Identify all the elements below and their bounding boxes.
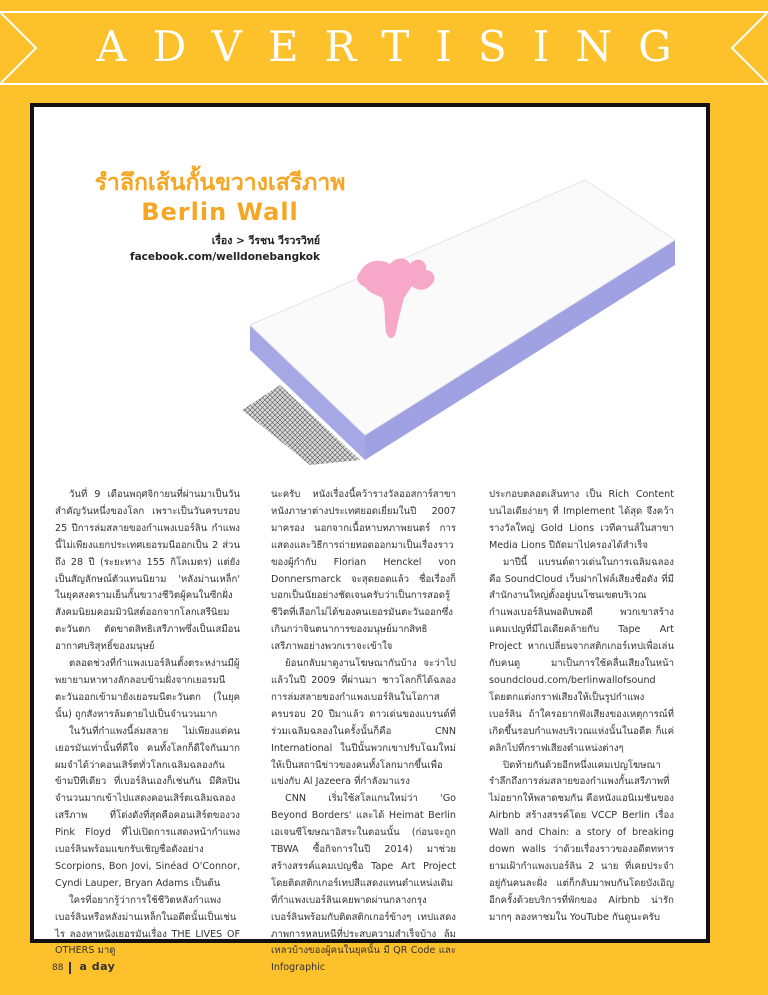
paragraph: วันที่ 9 เดือนพฤศจิกายนที่ผ่านมาเป็นวันสำคัญวันหนึ่งของโลก เพราะเป็นวันครบรอบ 25 ปีการล่มสลายของกำแพงเบอร์ลิน กำแพงนี้ไม่เพียงแยกประเทศเยอรมนีออกเป็น 2 ส่วนถึง 28 ปี (ระยะทาง 155 กิโลเมตร) แต่ยังเป็นสัญลักษณ์ตัวแทนนิยาม 'หลังม่านเหล็ก' ในยุคสงครามเย็นกั้นขวางชีวิตผู้คนในซีกฝั่งสังคมนิยมคอมมิวนิสต์ออกจากโลกเสรีนิยมตะวันตก ตัดขาดสิทธิเสรีภาพซึ่งเป็นเสมือนอากาศบริสุทธิ์ของมนุษย์ [55,489,240,653]
paragraph: ย้อนกลับมาดูงานโฆษณากันบ้าง จะว่าไปแล้วในปี 2009 ที่ผ่านมา ชาวโลกก็ได้ฉลองการล่มสลายของกำแพงเบอร์ลินในโอกาสครบรอบ 20 ปีมาแล้ว ดาวเด่นของแบรนด์ที่ร่วมเฉลิมฉลองในครั้งนั้นก็คือ CNN International ในปีนั้นพวกเขาปรับโฉมใหม่ให้เป็นสถานีข่าวของคนทั้งโลกมากขึ้นเพื่อแข่งกับ Al Jazeera ที่กำลังมาแรง [271,658,456,788]
magazine-brand: a day [79,960,116,973]
paragraph: ใครที่อยากรู้ว่าการใช้ชีวิตหลังกำแพงเบอร์ลินหรือหลังม่านเหล็กในอดีตนั้นเป็นเช่นไร ลองหาหนังเยอรมันเรื่อง THE LIVES OF OTHERS มาดู [55,894,240,957]
advertising-banner [0,0,768,98]
headline-english: Berlin Wall [141,197,299,226]
page-footer [52,960,115,974]
paragraph: ตลอดช่วงที่กำแพงเบอร์ลินตั้งตระหง่านมีผู้พยายามหาทางลักลอบข้ามฝั่งจากเยอรมนีตะวันออกเข้ามายังเยอรมนีตะวันตก (ในยุคนั้น) ถูกสังหารล้มตายไปเป็นจำนวนมาก [55,658,240,720]
page-number: 88 [52,963,64,973]
byline-author: เรื่อง > วีรชน วีรวรวิทย์ [211,235,320,247]
footer-divider [69,962,71,974]
berlin-wall-illustration [230,160,690,484]
byline-link[interactable]: facebook.com/welldonebangkok [130,251,320,264]
paragraph: มาปีนี้ แบรนด์ดาวเด่นในการเฉลิมฉลองคือ SoundCloud เว็บฝากไฟล์เสียงชื่อดัง ที่มีสำนักงานใหญ่ตั้งอยู่บนโซนเขตบริเวณกำแพงเบอร์ลินพอดิบพอดี พวกเขาสร้างแคมเปญที่มีไอเดียคล้ายกับ Tape Art Project หากเปลี่ยนจากสติกเกอร์เทปเพื่อเล่นกับคนดู มาเป็นการใช้คลื่นเสียงในหน้า soundcloud.com/berlinwallofsound โดยตกแต่งกราฟเสียงให้เป็นรูปกำแพงเบอร์ลิน ถ้าใครอยากฟังเสียงของเหตุการณ์ที่เกิดขึ้นรอบกำแพงบริเวณแห่งนั้นในอดีต ก็แค่คลิกไปที่กราฟเสียงตำแหน่งต่างๆ [489,556,674,754]
paragraph: นะครับ หนังเรื่องนี้คว้ารางวัลออสการ์สาขาหนังภาษาต่างประเทศยอดเยี่ยมในปี 2007 มาครอง นอกจากเนื้อหาบทภาพยนตร์ การแสดงและวิธีการถ่ายทอดออกมาเป็นเรื่องราวของผู้กำกับ Florian Henckel von Donnersmarck จะสุดยอดแล้ว ชื่อเรื่องก็บอกเป็นนัยอย่างชัดเจนครับว่าเป็นการสอดรู้ชีวิตที่เลือกไม่ได้ของคนเยอรมันตะวันออกซึ่งเกินกว่าจินตนาการของมนุษย์มากสิทธิเสรีภาพอย่างพวกเราจะเข้าใจ [271,489,456,653]
paragraph: ปิดท้ายกันด้วยอีกหนึ่งแคมเปญโฆษณารำลึกถึงการล่มสลายของกำแพงกั้นเสรีภาพที่ไม่อยากให้พลาดชมกัน คือหนังแอนิเมชันของ Airbnb สร้างสรรค์โดย VCCP Berlin เรื่อง Wall and Chain: a story of breaking down walls ว่าด้วยเรื่องราวของอดีตทหารยามเฝ้ากำแพงเบอร์ลิน 2 นาย ที่เคยประจำอยู่กันคนละฝั่ง แต่ก็กลับมาพบกันโดยบังเอิญอีกครั้งด้วยบริการที่พักของ Airbnb น่ารักมากๆ ลองหาชมใน YouTube กันดูนะครับ [489,759,674,923]
text-column-2 [271,487,456,977]
text-column-3 [489,487,674,927]
paragraph: ในวันที่กำแพงนี้ล่มสลาย ไม่เพียงแต่คนเยอรมันเท่านั้นที่ดีใจ คนทั้งโลกก็ดีใจกันมาก ผมจำได้ว่าคอนเสิร์ตทั่วโลกเฉลิมฉลองกันข้ามปีทีเดียว ที่เบอร์ลินเองก็เช่นกัน มีศิลปินจำนวนมากเข้าไปแสดงคอนเสิร์ตเฉลิมฉลองเสรีภาพ ที่โด่งดังที่สุดคือคอนเสิร์ตของวง Pink Floyd ที่ไปเปิดการแสดงหน้ากำแพงเบอร์ลินพร้อมแขกรับเชิญชื่อดังอย่าง Scorpions, Bon Jovi, Sinéad O'Connor, Cyndi Lauper, Bryan Adams เป็นต้น [55,725,240,889]
paragraph: ประกอบตลอดเส้นทาง เป็น Rich Content บนไอเดียง่ายๆ ที่ Implement ได้สุด จึงคว้ารางวัลใหญ่ Gold Lions เวทีคานส์ในสาขา Media Lions ปีถัดมาไปครองได้สำเร็จ [489,489,674,551]
banner-title: ADVERTISING [96,22,698,71]
headline-thai: รำลึกเส้นกั้นขวางเสรีภาพ [94,170,346,196]
text-column-1 [55,487,240,960]
paragraph: CNN เริ่มใช้สโลแกนใหม่ว่า 'Go Beyond Borders' และได้ Heimat Berlin เอเจนซีโฆษณาอิสระในตอนนั้น (ก่อนจะถูก TBWA ซื้อกิจการในปี 2014) มาช่วยสร้างสรรค์แคมเปญชื่อ Tape Art Project โดยติดสติกเกอร์เทปสีแสดงแทนตำแหน่งเดิมที่กำแพงเบอร์ลินเคยพาดผ่านกลางกรุงเบอร์ลินพร้อมกับติดสติกเกอร์ข้างๆ เทปแสดงภาพการหลบหนีที่ประสบความสำเร็จบ้าง ล้มเหลวบ้างของผู้คนในยุคนั้น มี QR Code และ Infographic [271,793,456,974]
